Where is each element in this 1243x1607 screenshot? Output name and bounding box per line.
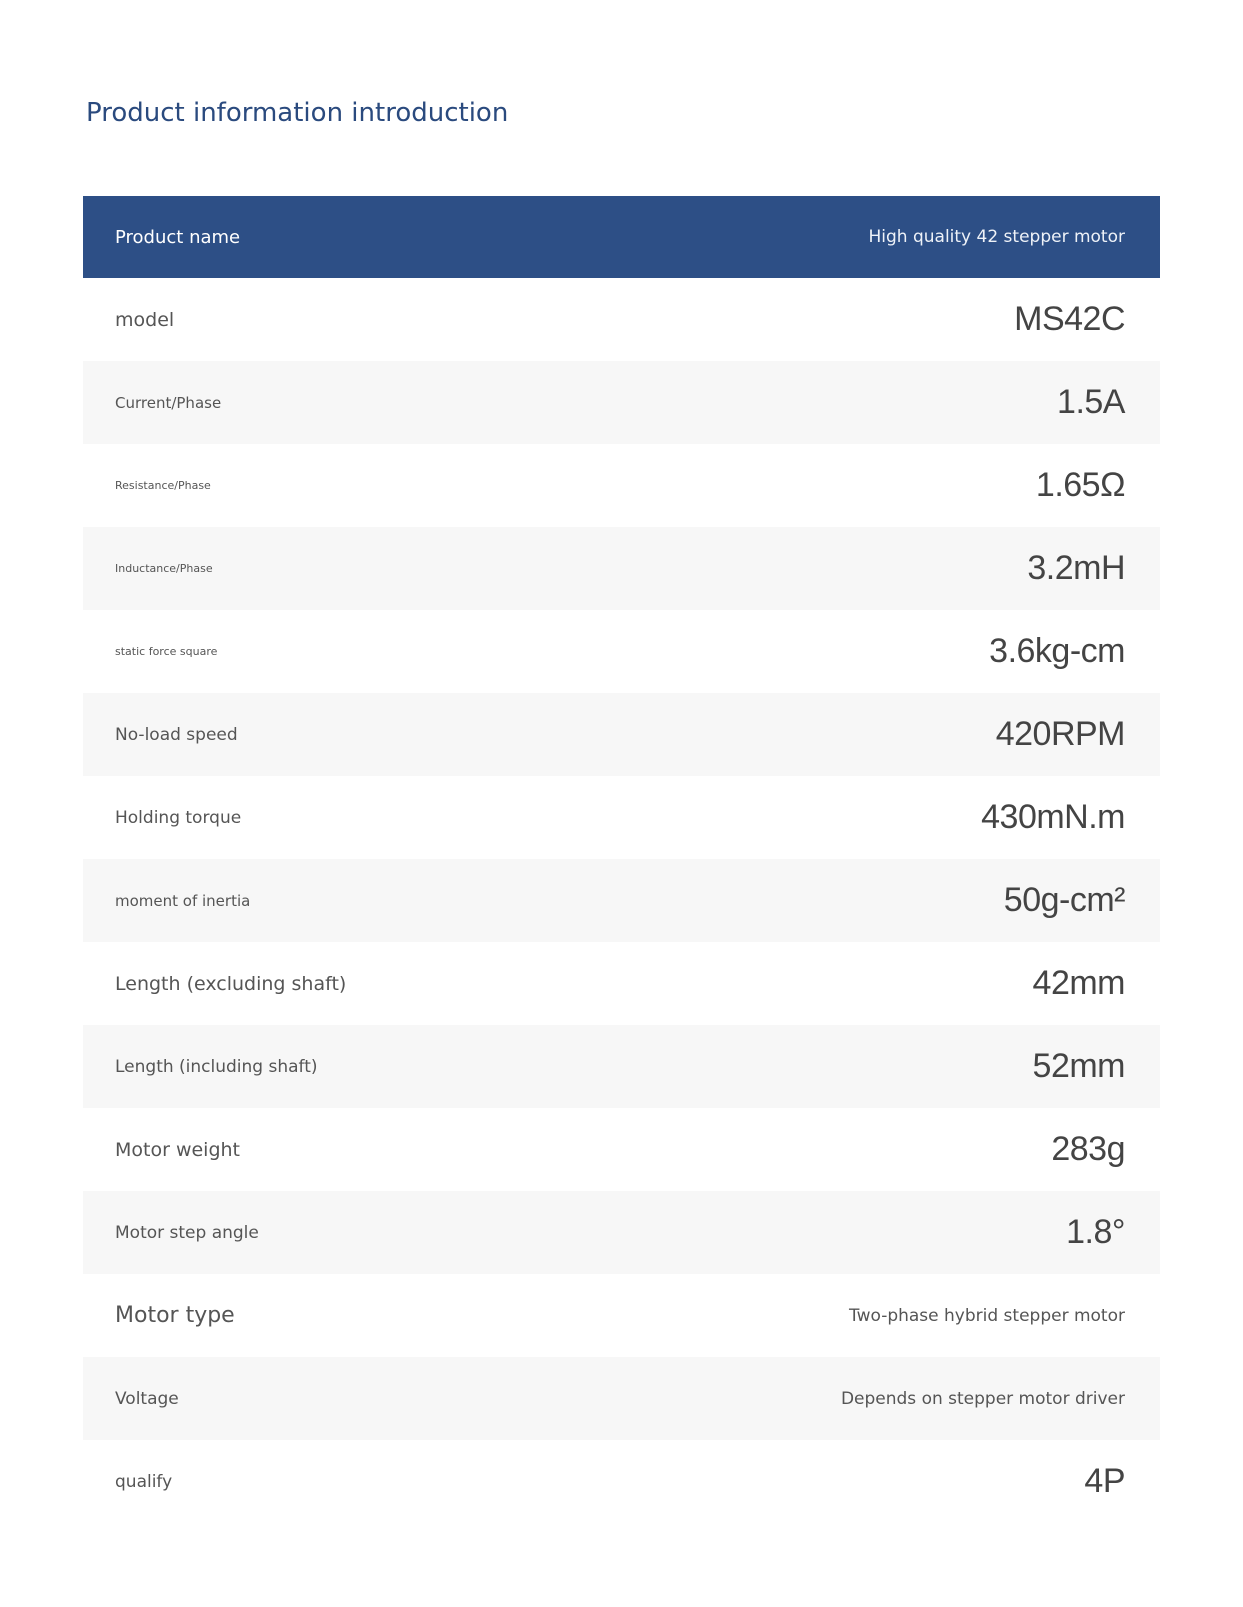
spec-row-motor-type xyxy=(83,1274,1160,1357)
row-value: 430mN.m xyxy=(981,798,1125,836)
row-label: Motor step angle xyxy=(115,1222,259,1243)
row-value: Two-phase hybrid stepper motor xyxy=(849,1305,1125,1326)
spec-row-inductance-phase xyxy=(83,527,1160,610)
spec-row-length-excluding-shaft xyxy=(83,942,1160,1025)
spec-row-voltage xyxy=(83,1357,1160,1440)
row-label: Current/Phase xyxy=(115,393,222,412)
row-label: qualify xyxy=(115,1471,173,1492)
spec-row-model xyxy=(83,278,1160,361)
spec-row-motor-weight xyxy=(83,1108,1160,1191)
page-title: Product information introduction xyxy=(86,98,509,128)
row-value: 42mm xyxy=(1032,964,1125,1002)
row-value: 3.2mH xyxy=(1027,549,1125,587)
row-value: 3.6kg-cm xyxy=(989,632,1125,670)
row-value: 420RPM xyxy=(995,715,1125,753)
row-label: static force square xyxy=(115,645,218,658)
spec-row-resistance-phase xyxy=(83,444,1160,527)
spec-row-length-including-shaft xyxy=(83,1025,1160,1108)
row-value: Depends on stepper motor driver xyxy=(840,1388,1125,1409)
row-label: Resistance/Phase xyxy=(115,479,211,492)
row-label: Length (excluding shaft) xyxy=(115,972,347,995)
spec-row-no-load-speed xyxy=(83,693,1160,776)
row-label: Motor type xyxy=(115,1303,235,1328)
table-header-row xyxy=(83,196,1160,278)
row-label: No-load speed xyxy=(115,724,238,745)
row-label: Holding torque xyxy=(115,807,242,828)
row-label: Length (including shaft) xyxy=(115,1056,318,1077)
row-label: Motor weight xyxy=(115,1138,241,1161)
spec-row-motor-step-angle xyxy=(83,1191,1160,1274)
row-value: 4P xyxy=(1084,1462,1125,1500)
row-label: moment of inertia xyxy=(115,891,251,910)
spec-row-current-phase xyxy=(83,361,1160,444)
spec-table xyxy=(83,196,1160,1523)
spec-row-holding-torque xyxy=(83,776,1160,859)
row-value: 283g xyxy=(1051,1130,1125,1168)
row-value: 1.8° xyxy=(1066,1213,1125,1251)
row-label: model xyxy=(115,308,175,331)
header-value: High quality 42 stepper motor xyxy=(868,227,1125,247)
header-label: Product name xyxy=(115,226,241,248)
row-value: MS42C xyxy=(1014,300,1125,338)
row-label: Voltage xyxy=(115,1388,179,1409)
row-value: 1.5A xyxy=(1057,383,1125,421)
row-label: Inductance/Phase xyxy=(115,562,213,575)
row-value: 52mm xyxy=(1032,1047,1125,1085)
spec-row-static-force xyxy=(83,610,1160,693)
row-value: 50g-cm² xyxy=(1003,881,1125,919)
spec-row-qualify xyxy=(83,1440,1160,1523)
spec-row-moment-of-inertia xyxy=(83,859,1160,942)
row-value: 1.65Ω xyxy=(1035,466,1125,504)
